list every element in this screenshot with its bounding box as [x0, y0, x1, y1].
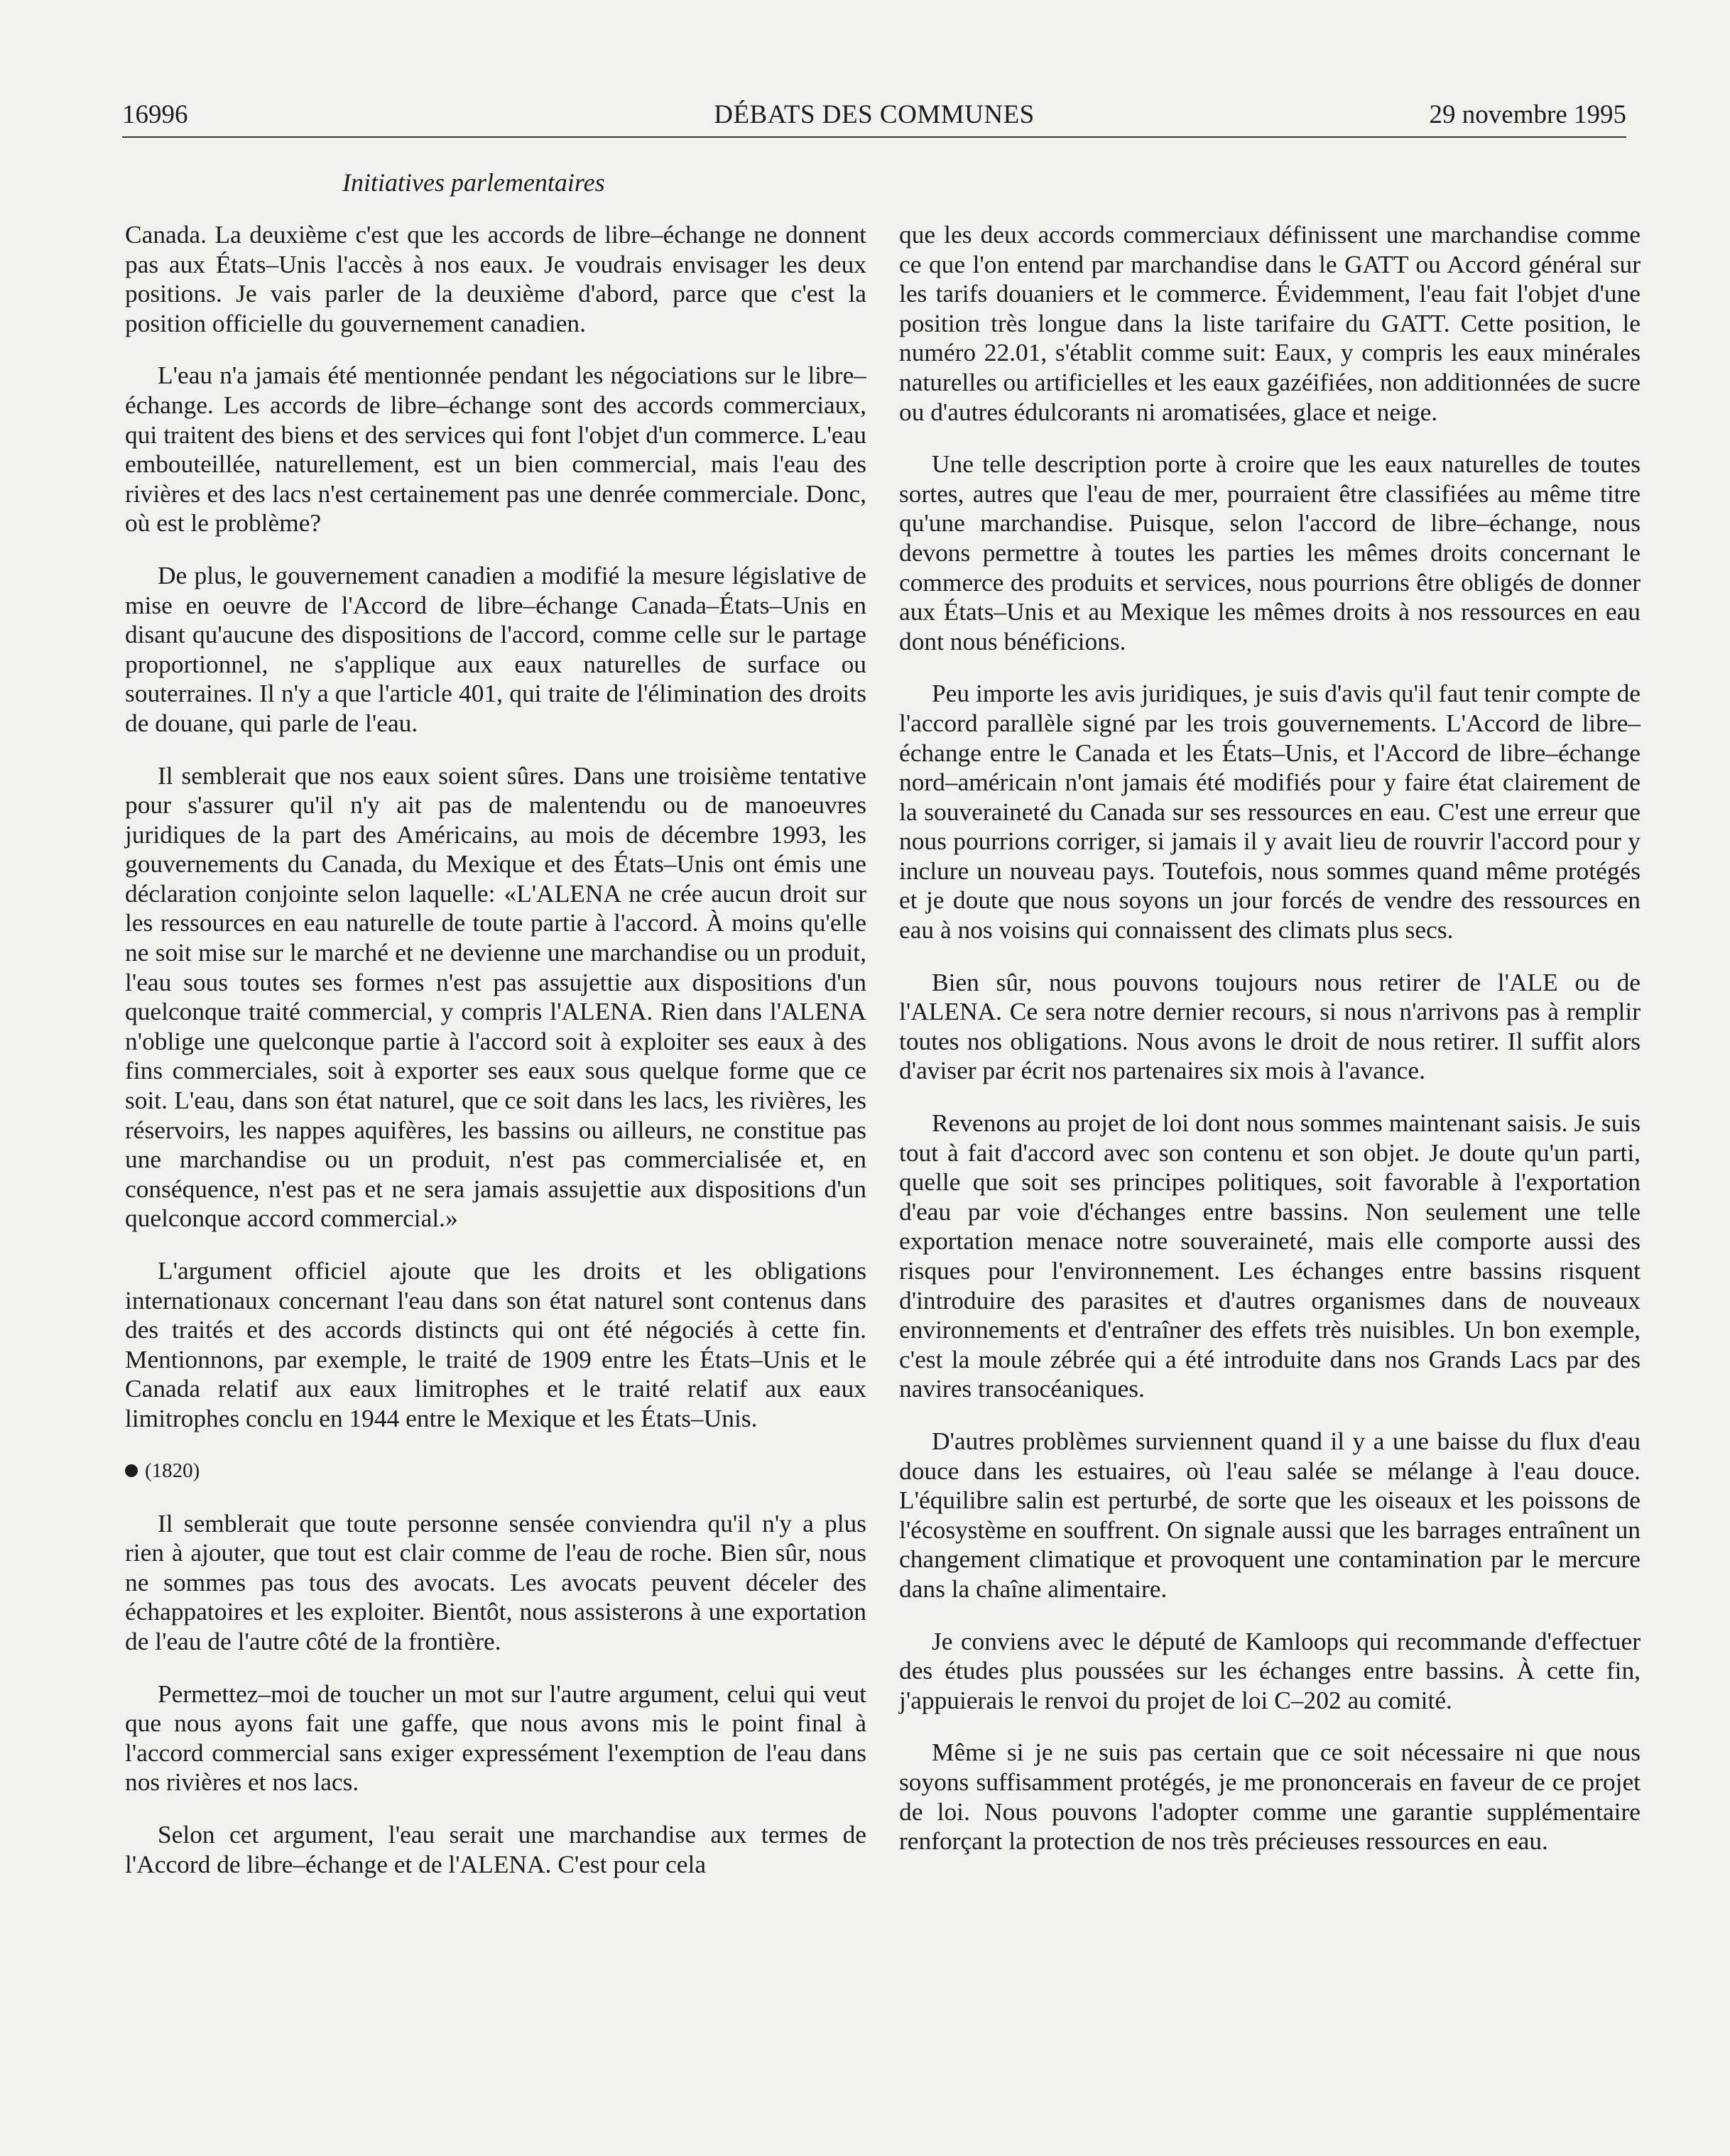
paragraph: Je conviens avec le député de Kamloops qui recommande d'effectuer des études plus poussées sur les échanges entre bassins. À cette fin, j'appuierais le renvoi du projet de loi C–202 au comité. — [899, 1626, 1641, 1714]
bullet-icon — [125, 1464, 138, 1477]
paragraph: Une telle description porte à croire que les eaux naturelles de toutes sortes, autres que l'eau de mer, pourraient être classifiées au même titre qu'une marchandise. Puisque, selon l'accord de libre–échange, nous devons permettre à toutes les parties les mêmes droits concernant le commerce des produits et services, nous pourrions être obligés de donner aux États–Unis et au Mexique les mêmes droits à nos ressources en eau dont nous bénéficions. — [899, 450, 1641, 655]
paragraph: Canada. La deuxième c'est que les accords de libre–échange ne donnent pas aux États–Unis l'accès à nos eaux. Je voudrais envisager les deux positions. Je vais parler de la deuxième d'abord, parce que c'est la position officielle du gouvernement canadien. — [125, 220, 866, 337]
publication-date: 29 novembre 1995 — [1429, 100, 1626, 129]
paragraph: Il semblerait que nos eaux soient sûres. Dans une troisième tentative pour s'assurer qu'il n'y ait pas de malentendu ou de manoeuvres juridiques de la part des Américains, au mois de décembre 1993, les gouvernements du Canada, du Mexique et des États–Unis ont émis une déclaration conjointe selon laquelle: «L'ALENA ne crée aucun droit sur les ressources en eau naturelle de toute partie à l'accord. À moins qu'elle ne soit mise sur le marché et ne devienne une marchandise ou un produit, l'eau sous toutes ses formes n'est pas assujettie aux dispositions d'un quelconque traité commercial, y compris l'ALENA. Rien dans l'ALENA n'oblige une quelconque partie à l'accord soit à exploiter ses eaux à des fins commerciales, soit à exporter ses eaux sous quelque forme que ce soit. L'eau, dans son état naturel, que ce soit dans les lacs, les rivières, les réservoirs, les nappes aquifères, les bassins ou ailleurs, ne constitue pas une marchandise ou un produit, n'est pas commercialisée et, en conséquence, n'est pas et ne sera jamais assujettie aux dispositions d'un quelconque accord commercial.» — [125, 761, 866, 1233]
paragraph: Peu importe les avis juridiques, je suis d'avis qu'il faut tenir compte de l'accord parallèle signé par les trois gouvernements. L'Accord de libre–échange entre le Canada et les États–Unis, et l'Accord de libre–échange nord–américain n'ont jamais été modifiés pour y faire état clairement de la souveraineté du Canada sur ses ressources en eau. C'est une erreur que nous pourrions corriger, si jamais il y avait lieu de rouvrir l'accord pour y inclure un nouveau pays. Toutefois, nous sommes quand même protégés et je doute que nous soyons un jour forcés de vendre des ressources en eau à nos voisins qui connaissent des climats plus secs. — [899, 679, 1641, 944]
page-header — [122, 99, 1626, 138]
paragraph: que les deux accords commerciaux définissent une marchandise comme ce que l'on entend par marchandise dans le GATT ou Accord général sur les tarifs douaniers et le commerce. Évidemment, l'eau fait l'objet d'une position très longue dans la liste tarifaire du GATT. Cette position, le numéro 22.01, s'établit comme suit: Eaux, y compris les eaux minérales naturelles ou artificielles et les eaux gazéifiées, non additionnées de sucre ou d'autres édulcorants ni aromatisées, glace et neige. — [899, 220, 1641, 426]
time-stamp — [125, 1457, 866, 1485]
time-stamp-text: (1820) — [145, 1459, 200, 1482]
paragraph: Permettez–moi de toucher un mot sur l'autre argument, celui qui veut que nous ayons fait une gaffe, que nous avons mis le point final à l'accord commercial sans exiger expressément l'exemption de l'eau dans nos rivières et nos lacs. — [125, 1679, 866, 1797]
paragraph: Il semblerait que toute personne sensée conviendra qu'il n'y a plus rien à ajouter, que tout est clair comme de l'eau de roche. Bien sûr, nous ne sommes pas tous des avocats. Les avocats peuvent déceler des échappatoires et les exploiter. Bientôt, nous assisterons à une exportation de l'eau de l'autre côté de la frontière. — [125, 1508, 866, 1655]
section-label: Initiatives parlementaires — [342, 168, 605, 197]
paragraph: Même si je ne suis pas certain que ce soit nécessaire ni que nous soyons suffisamment protégés, je me prononcerais en faveur de ce projet de loi. Nous pouvons l'adopter comme une garantie supplémentaire renforçant la protection de nos très précieuses ressources en eau. — [899, 1738, 1641, 1856]
page-number: 16996 — [122, 100, 188, 129]
publication-title: DÉBATS DES COMMUNES — [714, 100, 1035, 129]
paragraph: L'eau n'a jamais été mentionnée pendant les négociations sur le libre–échange. Les accords de libre–échange sont des accords commerciaux, qui traitent des biens et des services qui font l'objet d'un commerce. L'eau embouteillée, naturellement, est un bien commercial, mais l'eau des rivières et des lacs n'est certainement pas une denrée commerciale. Donc, où est le problème? — [125, 361, 866, 538]
paragraph: De plus, le gouvernement canadien a modifié la mesure législative de mise en oeuvre de l'Accord de libre–échange Canada–États–Unis en disant qu'aucune des dispositions de l'accord, comme celle sur le partage proportionnel, ne s'applique aux eaux naturelles de surface ou souterraines. Il n'y a que l'article 401, qui traite de l'élimination des droits de douane, qui parle de l'eau. — [125, 560, 866, 737]
left-column — [125, 220, 866, 1902]
paragraph: Bien sûr, nous pouvons toujours nous retirer de l'ALE ou de l'ALENA. Ce sera notre dernier recours, si nous n'arrivons pas à remplir toutes nos obligations. Nous avons le droit de nous retirer. Il suffit alors d'aviser par écrit nos partenaires six mois à l'avance. — [899, 967, 1641, 1085]
paragraph: Revenons au projet de loi dont nous sommes maintenant saisis. Je suis tout à fait d'accord avec son contenu et son objet. Je doute qu'un parti, quelle que soit ses principes politiques, soit favorable à l'exportation d'eau par voie d'échanges entre bassins. Non seulement une telle exportation menace notre souveraineté, mais elle comporte aussi des risques pour l'environnement. Les échanges entre bassins risquent d'introduire des parasites et d'autres organismes dans de nouveaux environnements et d'entraîner des effets très nuisibles. Un bon exemple, c'est la moule zébrée qui a été introduite dans nos Grands Lacs par des navires transocéaniques. — [899, 1109, 1641, 1403]
paragraph: D'autres problèmes surviennent quand il y a une baisse du flux d'eau douce dans les estuaires, où l'eau salée se mélange à l'eau douce. L'équilibre salin est perturbé, de sorte que les oiseaux et les poissons de l'écosystème en souffrent. On signale aussi que les barrages entraînent un changement climatique et provoquent une contamination par le mercure dans la chaîne alimentaire. — [899, 1426, 1641, 1603]
paragraph: L'argument officiel ajoute que les droits et les obligations internationaux concernant l'eau dans son état naturel sont contenus dans des traités et des accords distincts qui ont été négociés à cette fin. Mentionnons, par exemple, le traité de 1909 entre les États–Unis et le Canada relatif aux eaux limitrophes et le traité relatif aux eaux limitrophes conclu en 1944 entre le Mexique et les États–Unis. — [125, 1256, 866, 1432]
right-column — [899, 220, 1641, 1879]
paragraph: Selon cet argument, l'eau serait une marchandise aux termes de l'Accord de libre–échange et de l'ALENA. C'est pour cela — [125, 1819, 866, 1878]
